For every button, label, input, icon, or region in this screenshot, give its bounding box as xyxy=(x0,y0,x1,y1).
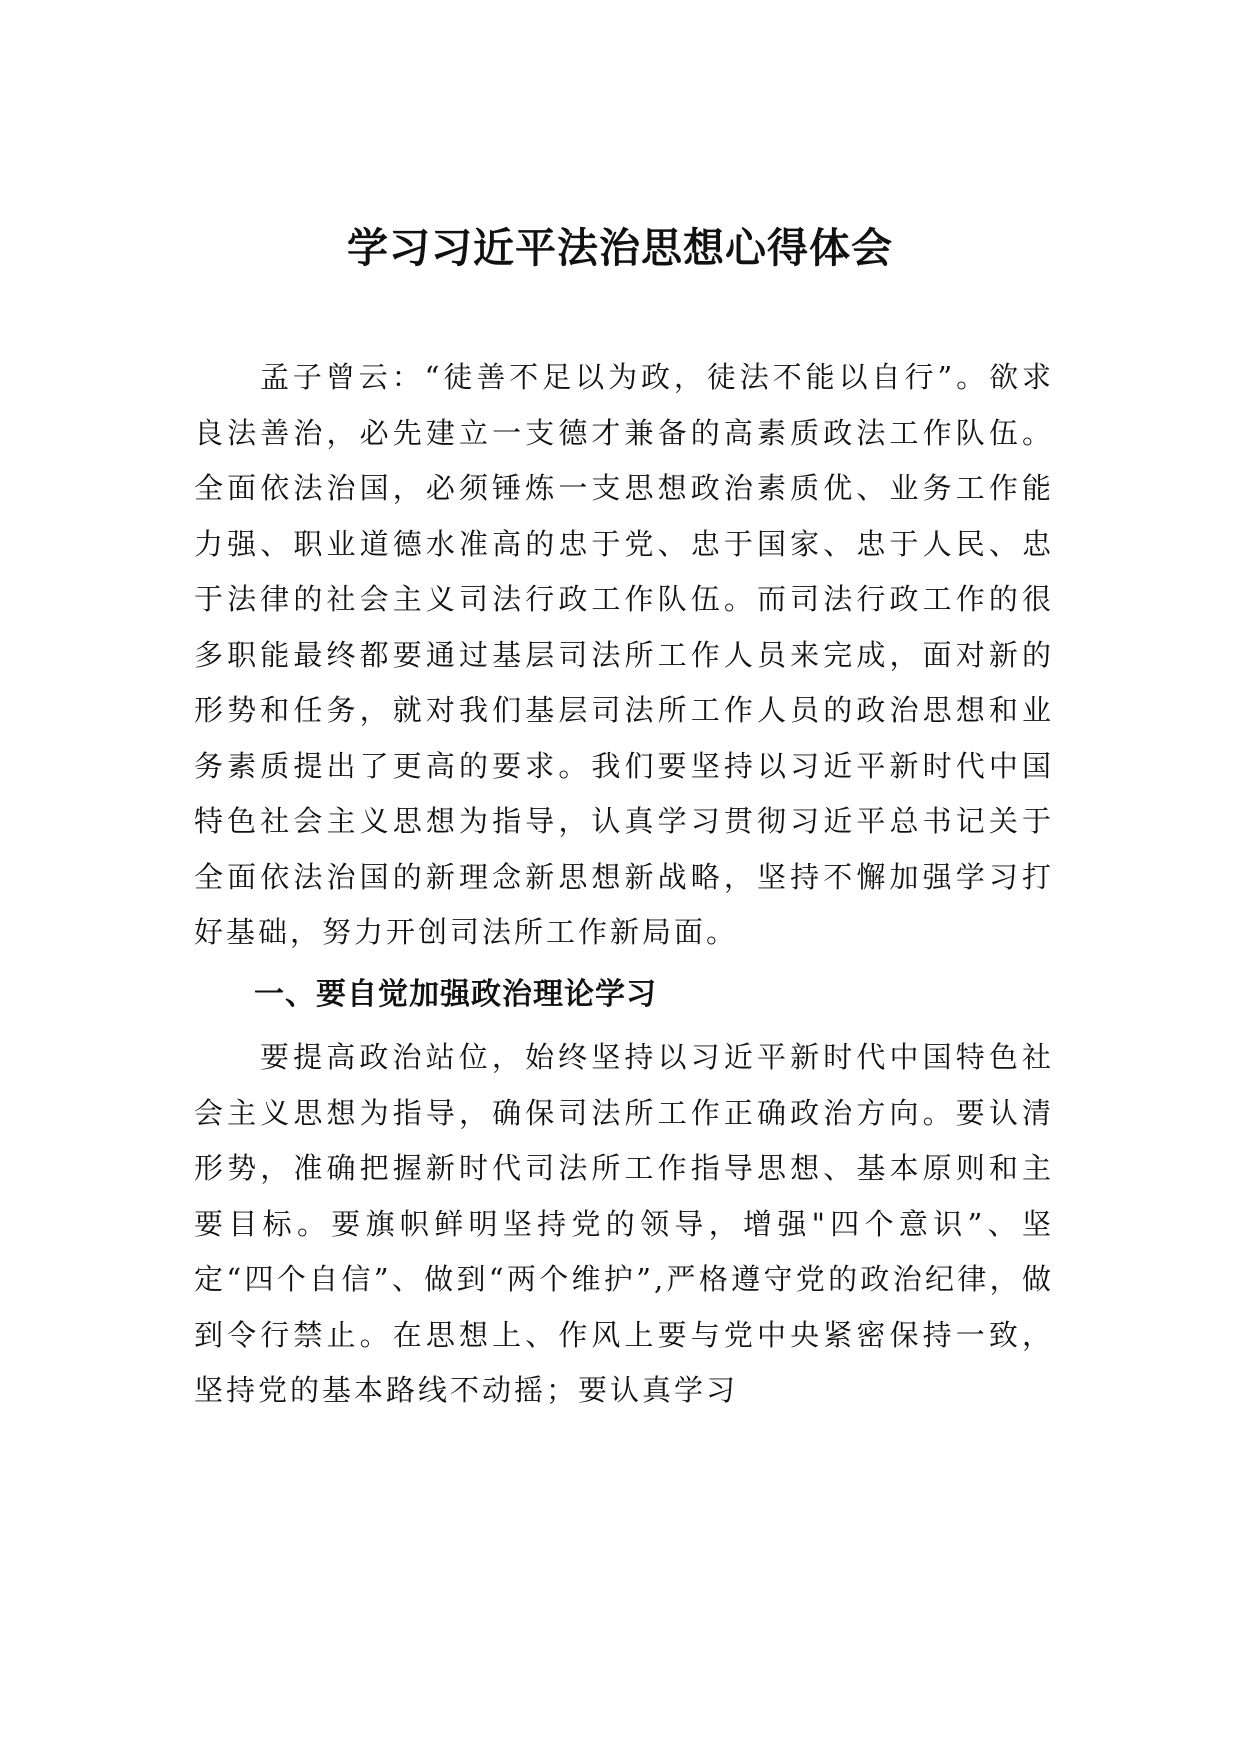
section-heading-1: 一、要自觉加强政治理论学习 xyxy=(254,977,657,1012)
section-1-paragraph: 要提高政治站位，始终坚持以习近平新时代中国特色社会主义思想为指导，确保司法所工作正确政治方向。要认清形势，准确把握新时代司法所工作指导思想、基本原则和主要目标。要旗帜鲜明坚持党的领导，增强"四个意识”、坚定“四个自信”、做到“两个维护”,严格遵守党的政治纪律，做到令行禁止。在思想上、作风上要与党中央紧密保持一致，坚持党的基本路线不动摇；要认真学习 xyxy=(194,1040,1054,1407)
document-title: 学习习近平法治思想心得体会 xyxy=(347,224,893,272)
intro-paragraph: 孟子曾云：“徒善不足以为政，徒法不能以自行”。欲求良法善治，必先建立一支德才兼备的高素质政法工作队伍。全面依法治国，必须锤炼一支思想政治素质优、业务工作能力强、职业道德水准高的忠于党、忠于国家、忠于人民、忠于法律的社会主义司法行政工作队伍。而司法行政工作的很多职能最终都要通过基层司法所工作人员来完成，面对新的形势和任务，就对我们基层司法所工作人员的政治思想和业务素质提出了更高的要求。我们要坚持以习近平新时代中国特色社会主义思想为指导，认真学习贯彻习近平总书记关于全面依法治国的新理念新思想新战略，坚持不懈加强学习打好基础，努力开创司法所工作新局面。 xyxy=(194,360,1054,949)
